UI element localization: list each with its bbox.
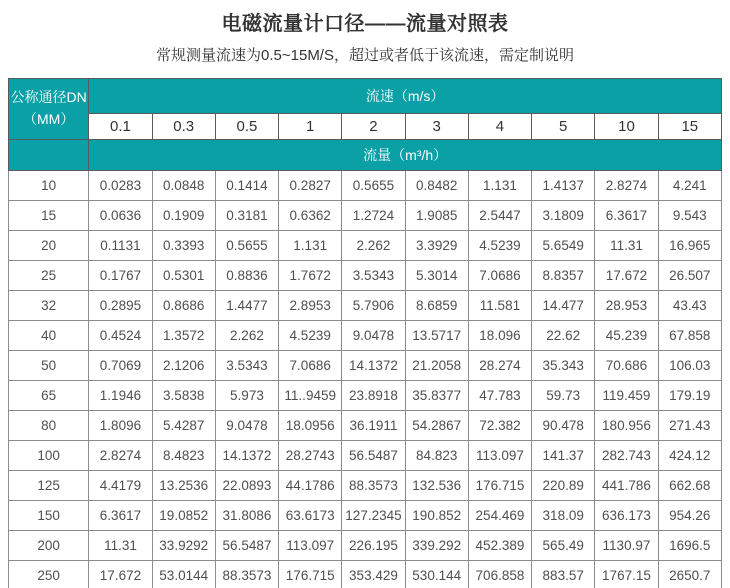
flow-value-cell: 1.8096 xyxy=(89,411,152,441)
flow-value-cell: 0.3393 xyxy=(152,231,215,261)
flow-value-cell: 0.2827 xyxy=(279,171,342,201)
flow-value-cell: 0.2895 xyxy=(89,291,152,321)
dn-value-cell: 125 xyxy=(9,471,89,501)
dn-value-cell: 25 xyxy=(9,261,89,291)
flow-value-cell: 59.73 xyxy=(532,381,595,411)
flow-value-cell: 662.68 xyxy=(658,471,721,501)
flow-value-cell: 1.9085 xyxy=(405,201,468,231)
flow-value-cell: 1696.5 xyxy=(658,531,721,561)
flow-group-header: 流量（m³/h） xyxy=(89,140,722,171)
flow-value-cell: 53.0144 xyxy=(152,561,215,588)
flow-value-cell: 2.8274 xyxy=(595,171,658,201)
flow-value-cell: 0.1909 xyxy=(152,201,215,231)
speed-header-row xyxy=(9,79,722,114)
flow-value-cell: 5.973 xyxy=(215,381,278,411)
table-row xyxy=(9,441,722,471)
table-row xyxy=(9,381,722,411)
flow-value-cell: 11.581 xyxy=(468,291,531,321)
flow-value-cell: 2650.7 xyxy=(658,561,721,588)
flow-value-cell: 2.262 xyxy=(342,231,405,261)
flow-value-cell: 8.6859 xyxy=(405,291,468,321)
flow-value-cell: 176.715 xyxy=(468,471,531,501)
dn-value-cell: 65 xyxy=(9,381,89,411)
flow-value-cell: 2.262 xyxy=(215,321,278,351)
speed-values-row xyxy=(9,114,722,140)
flow-value-cell: 1.4137 xyxy=(532,171,595,201)
page-title: 电磁流量计口径——流量对照表 xyxy=(221,13,509,35)
flow-value-cell: 14.477 xyxy=(532,291,595,321)
flow-value-cell: 2.1206 xyxy=(152,351,215,381)
flow-value-cell: 0.7069 xyxy=(89,351,152,381)
speed-column-header: 3 xyxy=(405,114,468,140)
flow-value-cell: 179.19 xyxy=(658,381,721,411)
flow-value-cell: 6.3617 xyxy=(89,501,152,531)
flow-value-cell: 18.096 xyxy=(468,321,531,351)
flow-value-cell: 8.8357 xyxy=(532,261,595,291)
flow-value-cell: 11.31 xyxy=(89,531,152,561)
table-row xyxy=(9,291,722,321)
flow-value-cell: 4.5239 xyxy=(279,321,342,351)
dn-value-cell: 250 xyxy=(9,561,89,588)
dn-value-cell: 80 xyxy=(9,411,89,441)
flow-value-cell: 3.5838 xyxy=(152,381,215,411)
flow-value-cell: 9.0478 xyxy=(215,411,278,441)
flow-value-cell: 141.37 xyxy=(532,441,595,471)
dn-value-cell: 150 xyxy=(9,501,89,531)
flow-value-cell: 441.786 xyxy=(595,471,658,501)
flow-value-cell: 45.239 xyxy=(595,321,658,351)
flow-value-cell: 2.8274 xyxy=(89,441,152,471)
flow-value-cell: 9.0478 xyxy=(342,321,405,351)
flow-value-cell: 636.173 xyxy=(595,501,658,531)
flow-value-cell: 28.274 xyxy=(468,351,531,381)
table-row xyxy=(9,171,722,201)
flow-value-cell: 18.0956 xyxy=(279,411,342,441)
flow-value-cell: 28.953 xyxy=(595,291,658,321)
flow-value-cell: 67.858 xyxy=(658,321,721,351)
flow-value-cell: 35.8377 xyxy=(405,381,468,411)
dn-value-cell: 32 xyxy=(9,291,89,321)
speed-column-header: 2 xyxy=(342,114,405,140)
flow-value-cell: 132.536 xyxy=(405,471,468,501)
corner-header-line1: 公称通径DN xyxy=(10,89,87,106)
flow-value-cell: 13.5717 xyxy=(405,321,468,351)
flow-value-cell: 63.6173 xyxy=(279,501,342,531)
flow-value-cell: 90.478 xyxy=(532,411,595,441)
flow-value-cell: 706.858 xyxy=(468,561,531,588)
flow-value-cell: 176.715 xyxy=(279,561,342,588)
flow-value-cell: 3.5343 xyxy=(215,351,278,381)
flow-value-cell: 11..9459 xyxy=(279,381,342,411)
table-row xyxy=(9,351,722,381)
flow-value-cell: 19.0852 xyxy=(152,501,215,531)
flow-value-cell: 54.2867 xyxy=(405,411,468,441)
table-row xyxy=(9,411,722,441)
flow-value-cell: 7.0686 xyxy=(279,351,342,381)
flow-value-cell: 119.459 xyxy=(595,381,658,411)
flow-value-cell: 190.852 xyxy=(405,501,468,531)
flow-value-cell: 254.469 xyxy=(468,501,531,531)
dn-value-cell: 40 xyxy=(9,321,89,351)
flow-value-cell: 5.4287 xyxy=(152,411,215,441)
flow-value-cell: 113.097 xyxy=(468,441,531,471)
flow-value-cell: 28.2743 xyxy=(279,441,342,471)
flow-value-cell: 1130.97 xyxy=(595,531,658,561)
flow-value-cell: 17.672 xyxy=(595,261,658,291)
flow-value-cell: 47.783 xyxy=(468,381,531,411)
dn-value-cell: 50 xyxy=(9,351,89,381)
flow-value-cell: 0.1414 xyxy=(215,171,278,201)
dn-value-cell: 100 xyxy=(9,441,89,471)
flow-value-cell: 1767.15 xyxy=(595,561,658,588)
flow-value-cell: 282.743 xyxy=(595,441,658,471)
flow-value-cell: 271.43 xyxy=(658,411,721,441)
flow-value-cell: 84.823 xyxy=(405,441,468,471)
flow-value-cell: 5.7906 xyxy=(342,291,405,321)
dn-value-cell: 10 xyxy=(9,171,89,201)
flow-value-cell: 180.956 xyxy=(595,411,658,441)
table-row xyxy=(9,471,722,501)
flow-value-cell: 14.1372 xyxy=(215,441,278,471)
page-subtitle: 常规测量流速为0.5~15M/S，超过或者低于该流速，需定制说明 xyxy=(156,47,574,64)
flow-value-cell: 11.31 xyxy=(595,231,658,261)
flow-value-cell: 4.4179 xyxy=(89,471,152,501)
flow-header-row xyxy=(9,140,722,171)
flow-value-cell: 452.389 xyxy=(468,531,531,561)
table-row xyxy=(9,321,722,351)
flow-table-body xyxy=(9,171,722,588)
flow-value-cell: 56.5487 xyxy=(342,441,405,471)
corner-header-cell xyxy=(9,79,89,140)
flow-value-cell: 72.382 xyxy=(468,411,531,441)
flow-value-cell: 4.5239 xyxy=(468,231,531,261)
flow-value-cell: 1.1946 xyxy=(89,381,152,411)
flow-value-cell: 22.0893 xyxy=(215,471,278,501)
flow-value-cell: 0.5655 xyxy=(342,171,405,201)
flow-value-cell: 106.03 xyxy=(658,351,721,381)
flow-value-cell: 0.0848 xyxy=(152,171,215,201)
flow-value-cell: 21.2058 xyxy=(405,351,468,381)
flow-value-cell: 5.6549 xyxy=(532,231,595,261)
flow-value-cell: 1.131 xyxy=(468,171,531,201)
flow-comparison-table xyxy=(8,78,722,588)
speed-column-header: 0.1 xyxy=(89,114,152,140)
flow-value-cell: 0.8482 xyxy=(405,171,468,201)
flow-value-cell: 0.5655 xyxy=(215,231,278,261)
flow-value-cell: 35.343 xyxy=(532,351,595,381)
flow-value-cell: 6.3617 xyxy=(595,201,658,231)
table-row xyxy=(9,261,722,291)
flow-value-cell: 113.097 xyxy=(279,531,342,561)
flow-value-cell: 22.62 xyxy=(532,321,595,351)
flow-value-cell: 353.429 xyxy=(342,561,405,588)
flow-header-spacer-cell xyxy=(9,140,89,171)
flow-value-cell: 954.26 xyxy=(658,501,721,531)
speed-column-header: 4 xyxy=(468,114,531,140)
corner-header-line2: （MM） xyxy=(23,111,75,127)
flow-value-cell: 339.292 xyxy=(405,531,468,561)
flow-value-cell: 565.49 xyxy=(532,531,595,561)
flow-value-cell: 26.507 xyxy=(658,261,721,291)
speed-column-header: 15 xyxy=(658,114,721,140)
flow-value-cell: 56.5487 xyxy=(215,531,278,561)
dn-value-cell: 200 xyxy=(9,531,89,561)
flow-value-cell: 88.3573 xyxy=(215,561,278,588)
flow-value-cell: 17.672 xyxy=(89,561,152,588)
table-row xyxy=(9,501,722,531)
flow-value-cell: 0.4524 xyxy=(89,321,152,351)
speed-column-header: 10 xyxy=(595,114,658,140)
flow-value-cell: 127.2345 xyxy=(342,501,405,531)
flow-value-cell: 31.8086 xyxy=(215,501,278,531)
flow-value-cell: 220.89 xyxy=(532,471,595,501)
flow-value-cell: 4.241 xyxy=(658,171,721,201)
flow-value-cell: 1.4477 xyxy=(215,291,278,321)
flow-value-cell: 1.2724 xyxy=(342,201,405,231)
flow-value-cell: 44.1786 xyxy=(279,471,342,501)
flow-value-cell: 43.43 xyxy=(658,291,721,321)
flow-value-cell: 530.144 xyxy=(405,561,468,588)
flow-value-cell: 7.0686 xyxy=(468,261,531,291)
flow-value-cell: 0.8686 xyxy=(152,291,215,321)
flow-value-cell: 70.686 xyxy=(595,351,658,381)
flow-value-cell: 14.1372 xyxy=(342,351,405,381)
flow-value-cell: 36.1911 xyxy=(342,411,405,441)
flow-value-cell: 16.965 xyxy=(658,231,721,261)
flow-value-cell: 88.3573 xyxy=(342,471,405,501)
flow-value-cell: 0.6362 xyxy=(279,201,342,231)
flow-value-cell: 3.3929 xyxy=(405,231,468,261)
flow-value-cell: 0.8836 xyxy=(215,261,278,291)
flow-value-cell: 226.195 xyxy=(342,531,405,561)
flow-value-cell: 0.1767 xyxy=(89,261,152,291)
flow-value-cell: 0.5301 xyxy=(152,261,215,291)
flow-value-cell: 883.57 xyxy=(532,561,595,588)
flow-value-cell: 1.3572 xyxy=(152,321,215,351)
speed-column-header: 1 xyxy=(279,114,342,140)
speed-column-header: 5 xyxy=(532,114,595,140)
speed-column-header: 0.3 xyxy=(152,114,215,140)
speed-group-header: 流速（m/s） xyxy=(89,79,722,114)
table-row xyxy=(9,561,722,588)
flow-value-cell: 5.3014 xyxy=(405,261,468,291)
flow-value-cell: 2.8953 xyxy=(279,291,342,321)
flow-value-cell: 0.0636 xyxy=(89,201,152,231)
flow-value-cell: 318.09 xyxy=(532,501,595,531)
table-row xyxy=(9,231,722,261)
flow-value-cell: 3.1809 xyxy=(532,201,595,231)
dn-value-cell: 15 xyxy=(9,201,89,231)
flow-value-cell: 23.8918 xyxy=(342,381,405,411)
flow-value-cell: 1.131 xyxy=(279,231,342,261)
speed-column-header: 0.5 xyxy=(215,114,278,140)
flow-value-cell: 8.4823 xyxy=(152,441,215,471)
flow-value-cell: 1.7672 xyxy=(279,261,342,291)
table-row xyxy=(9,201,722,231)
flow-value-cell: 424.12 xyxy=(658,441,721,471)
flow-value-cell: 0.3181 xyxy=(215,201,278,231)
flow-value-cell: 0.1131 xyxy=(89,231,152,261)
flow-value-cell: 2.5447 xyxy=(468,201,531,231)
flow-value-cell: 13.2536 xyxy=(152,471,215,501)
flow-value-cell: 9.543 xyxy=(658,201,721,231)
flow-value-cell: 3.5343 xyxy=(342,261,405,291)
dn-value-cell: 20 xyxy=(9,231,89,261)
flow-value-cell: 33.9292 xyxy=(152,531,215,561)
table-row xyxy=(9,531,722,561)
flow-value-cell: 0.0283 xyxy=(89,171,152,201)
